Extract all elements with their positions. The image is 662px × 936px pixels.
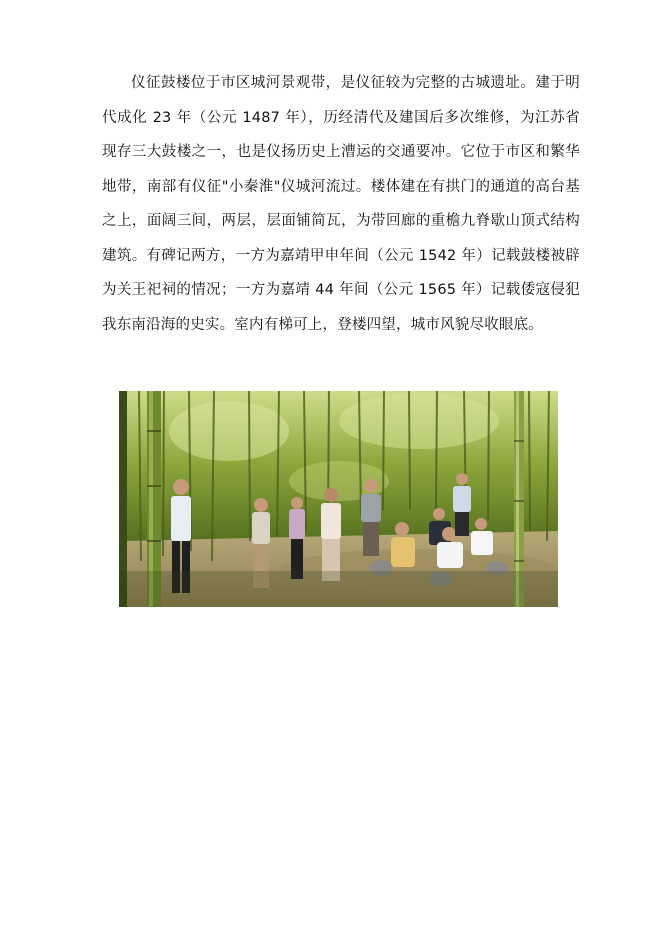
- body-paragraph: 仪征鼓楼位于市区城河景观带，是仪征较为完整的古城遗址。建于明代成化 23 年（公元 1487 年），历经清代及建国后多次维修，为江苏省现存三大鼓楼之一，也是仪扬历史上漕运的交通要冲。它位于市区和繁华地带，南部有仪征"小秦淮"仪城河流过。楼体建在有拱门的通道的高台基之上，面阔三间，两层，层面铺简瓦，为带回廊的重檐九脊歇山顶式结构建筑。有碑记两方，一方为嘉靖甲申年间（公元 1542 年）记载鼓楼被辟为关王祀祠的情况；一方为嘉靖 44 年间（公元 1565 年）记载倭寇侵犯我东南沿海的史实。室内有梯可上，登楼四望，城市风貌尽收眼底。: [102, 75, 580, 333]
- bamboo-forest-photo: [119, 391, 558, 607]
- photo-illustration: [119, 391, 558, 607]
